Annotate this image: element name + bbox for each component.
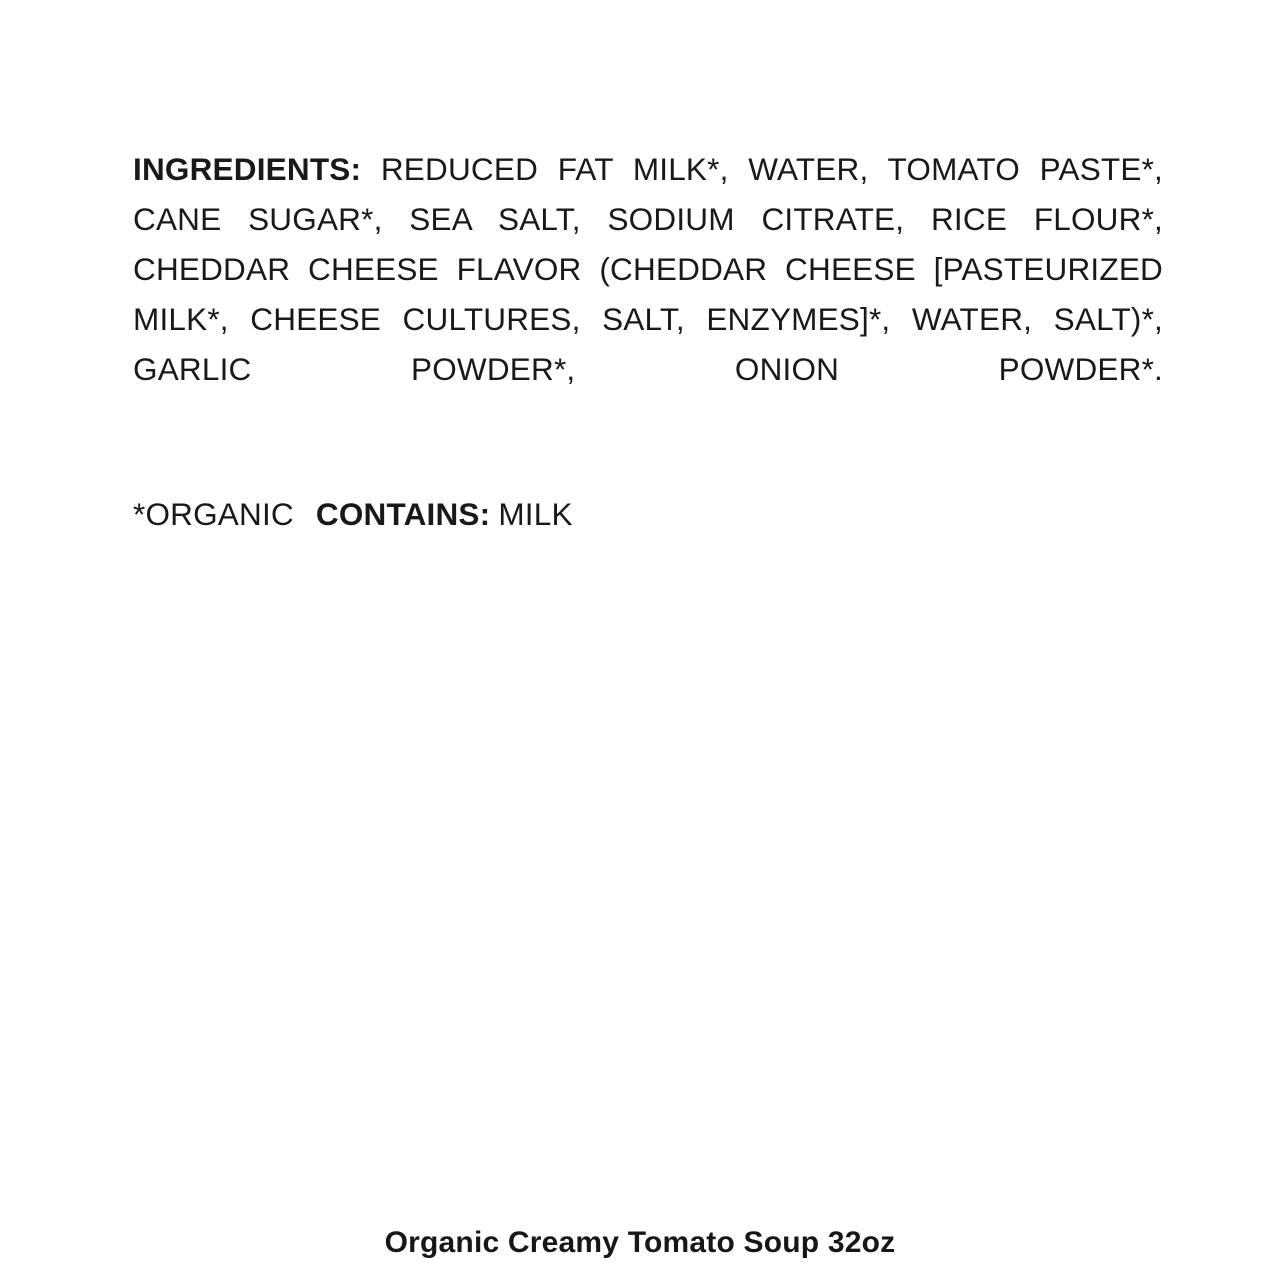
- contains-text: MILK: [498, 495, 573, 532]
- ingredients-spacer: [361, 151, 381, 187]
- product-caption: Organic Creamy Tomato Soup 32oz: [384, 1226, 896, 1259]
- ingredients-text: REDUCED FAT MILK*, WATER, TOMATO PASTE*, CANE SUGAR*, SEA SALT, SODIUM CITRATE, RICE FLOUR*, CHEDDAR CHEESE FLAVOR (CHEDDAR CHEESE [PASTEURIZED MILK*, CHEESE CULTURES, SALT, ENZYMES]*, WATER, SALT)*, GARLIC POWDER*, ONION POWDER*.: [133, 150, 1163, 387]
- contains-heading: CONTAINS:: [315, 495, 491, 532]
- ingredients-heading: INGREDIENTS:: [133, 150, 362, 187]
- ingredients-label-panel: [133, 112, 1163, 567]
- organic-note: *ORGANIC: [133, 495, 294, 532]
- ingredients-paragraph: [133, 144, 1163, 444]
- allergen-paragraph: [133, 492, 1163, 536]
